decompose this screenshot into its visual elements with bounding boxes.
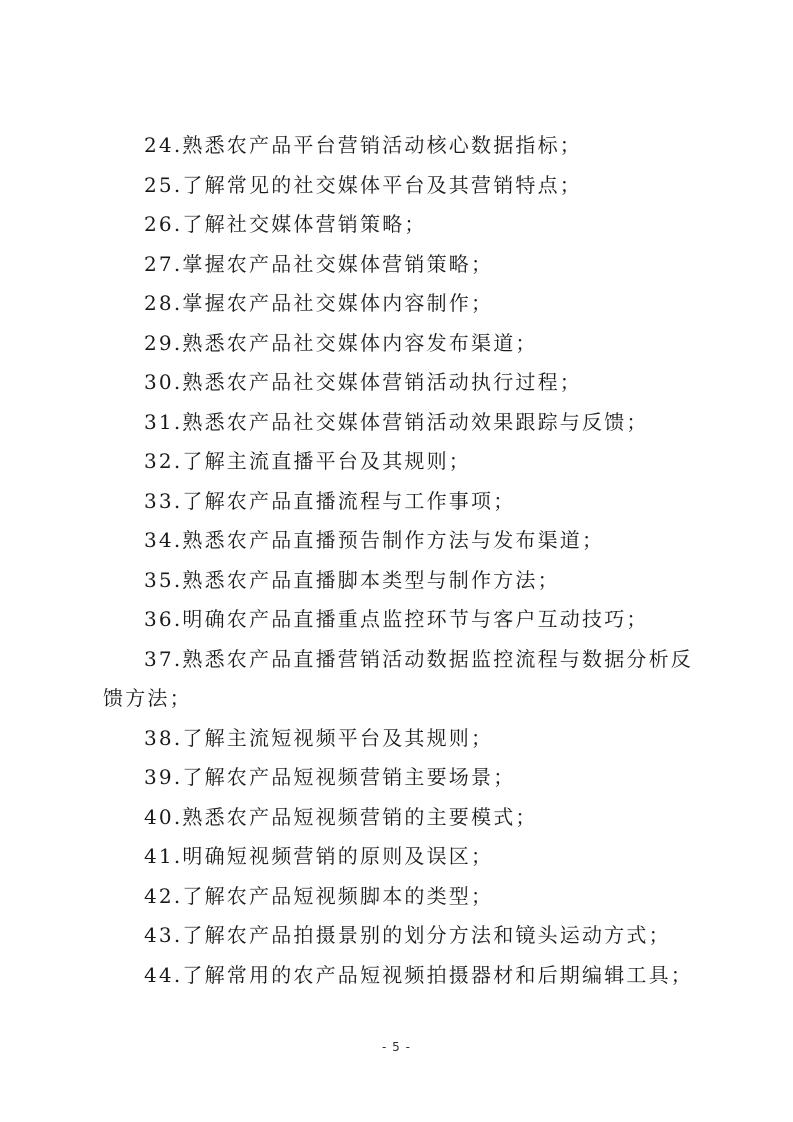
list-item: 30.熟悉农产品社交媒体营销活动执行过程； [144, 370, 583, 394]
list-item: 32.了解主流直播平台及其规则； [144, 449, 472, 473]
list-item: 41.明确短视频营销的原则及误区； [144, 844, 494, 868]
list-item: 35.熟悉农产品直播脚本类型与制作方法； [144, 567, 560, 592]
list-item: 33.了解农产品直播流程与工作事项； [144, 488, 516, 513]
content-list [103, 126, 693, 995]
list-item: 27.掌握农产品社交媒体营销策略； [144, 251, 494, 276]
list-item: 44.了解常用的农产品短视频拍摄器材和后期编辑工具； [144, 962, 694, 987]
list-item: 38.了解主流短视频平台及其规则； [144, 725, 494, 750]
list-item: 29.熟悉农产品社交媒体内容发布渠道； [144, 330, 538, 355]
list-item: 28.掌握农产品社交媒体内容制作； [144, 291, 494, 315]
list-item: 25.了解常见的社交媒体平台及其营销特点； [144, 172, 583, 197]
list-item: 34.熟悉农产品直播预告制作方法与发布渠道； [144, 528, 605, 552]
list-item: 43.了解农产品拍摄景别的划分方法和镜头运动方式； [144, 923, 671, 947]
list-item: 37.熟悉农产品直播营销活动数据监控流程与数据分析反馈方法； [103, 646, 694, 710]
page-number: - 5 - [382, 1040, 411, 1054]
list-item: 31.熟悉农产品社交媒体营销活动效果跟踪与反馈； [144, 409, 649, 434]
list-item: 42.了解农产品短视频脚本的类型； [144, 883, 494, 908]
list-item: 26.了解社交媒体营销策略； [144, 212, 427, 236]
list-item: 40.熟悉农产品短视频营销的主要模式； [144, 804, 538, 829]
list-item: 36.明确农产品直播重点监控环节与客户互动技巧； [144, 607, 649, 631]
list-item: 24.熟悉农产品平台营销活动核心数据指标； [144, 133, 583, 157]
list-item: 39.了解农产品短视频营销主要场景； [144, 765, 516, 789]
